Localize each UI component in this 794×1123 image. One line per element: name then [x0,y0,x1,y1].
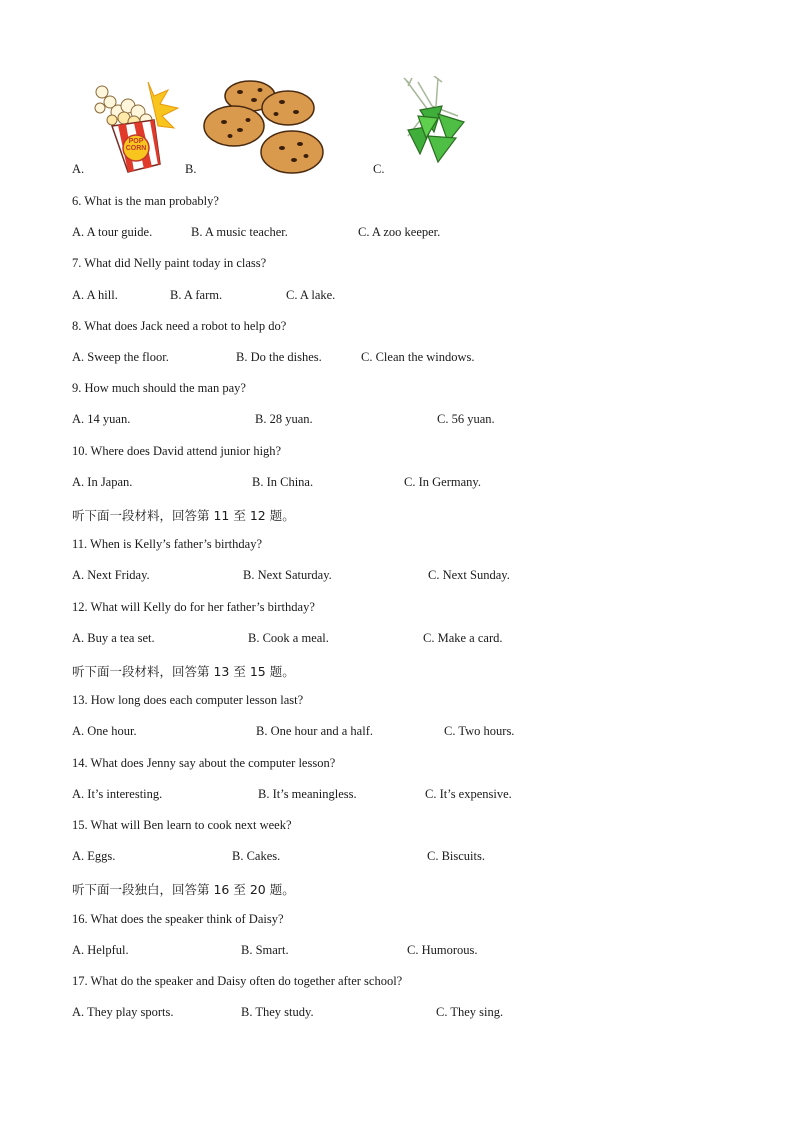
question-8-option-c: C. Clean the windows. [361,350,475,364]
question-7-option-c: C. A lake. [286,288,336,302]
question-10: 10. Where does David attend junior high? [72,444,282,458]
picture-option-b-label: B. [185,162,197,176]
question-14-option-c: C. It’s expensive. [425,787,512,801]
question-12-option-a: A. Buy a tea set. [72,631,155,645]
question-16-option-a: A. Helpful. [72,943,129,957]
question-15-option-c: C. Biscuits. [427,849,485,863]
question-17-option-c: C. They sing. [436,1005,504,1019]
question-7-option-a: A. A hill. [72,288,118,302]
question-7: 7. What did Nelly paint today in class? [72,256,267,270]
question-13-option-b: B. One hour and a half. [256,724,373,738]
question-8-option-a: A. Sweep the floor. [72,350,169,364]
popcorn-picture [88,78,184,174]
question-9-option-b: B. 28 yuan. [255,412,313,426]
question-6: 6. What is the man probably? [72,194,219,208]
question-12-option-b: B. Cook a meal. [248,631,329,645]
question-14-option-a: A. It’s interesting. [72,787,163,801]
question-16-option-b: B. Smart. [241,943,289,957]
question-9: 9. How much should the man pay? [72,381,246,395]
question-12-option-c: C. Make a card. [423,631,503,645]
question-13-option-a: A. One hour. [72,724,137,738]
question-10-option-a: A. In Japan. [72,475,133,489]
question-12: 12. What will Kelly do for her father’s birthday? [72,600,315,614]
picture-option-c-label: C. [373,162,385,176]
question-6-option-a: A. A tour guide. [72,225,153,239]
question-16: 16. What does the speaker think of Daisy? [72,912,284,926]
question-16-option-c: C. Humorous. [407,943,478,957]
section-heading-11-12: 听下面一段材料，回答第 11 至 12 题。 [72,508,295,523]
question-9-option-c: C. 56 yuan. [437,412,495,426]
question-14-option-b: B. It’s meaningless. [258,787,357,801]
question-9-option-a: A. 14 yuan. [72,412,131,426]
question-15-option-a: A. Eggs. [72,849,116,863]
cookies-icon [202,78,326,176]
question-15-option-b: B. Cakes. [232,849,281,863]
question-13-option-c: C. Two hours. [444,724,515,738]
question-8-option-b: B. Do the dishes. [236,350,322,364]
cookies-picture [202,78,326,176]
popcorn-label: POP CORN [125,138,147,152]
question-11-option-c: C. Next Sunday. [428,568,510,582]
question-6-option-c: C. A zoo keeper. [358,225,441,239]
question-11-option-a: A. Next Friday. [72,568,150,582]
question-10-option-c: C. In Germany. [404,475,481,489]
question-13: 13. How long does each computer lesson last? [72,693,304,707]
question-17-option-a: A. They play sports. [72,1005,174,1019]
question-7-option-b: B. A farm. [170,288,223,302]
popcorn-icon [88,78,184,174]
question-15: 15. What will Ben learn to cook next week? [72,818,292,832]
zongzi-picture [398,76,472,166]
section-heading-16-20: 听下面一段独白，回答第 16 至 20 题。 [72,882,295,897]
zongzi-icon [398,76,472,166]
question-8: 8. What does Jack need a robot to help do? [72,319,287,333]
question-6-option-b: B. A music teacher. [191,225,288,239]
question-11-option-b: B. Next Saturday. [243,568,332,582]
question-14: 14. What does Jenny say about the computer lesson? [72,756,336,770]
question-10-option-b: B. In China. [252,475,314,489]
question-17-option-b: B. They study. [241,1005,314,1019]
section-heading-13-15: 听下面一段材料，回答第 13 至 15 题。 [72,664,295,679]
question-11: 11. When is Kelly’s father’s birthday? [72,537,263,551]
picture-option-a-label: A. [72,162,85,176]
question-17: 17. What do the speaker and Daisy often do together after school? [72,974,403,988]
